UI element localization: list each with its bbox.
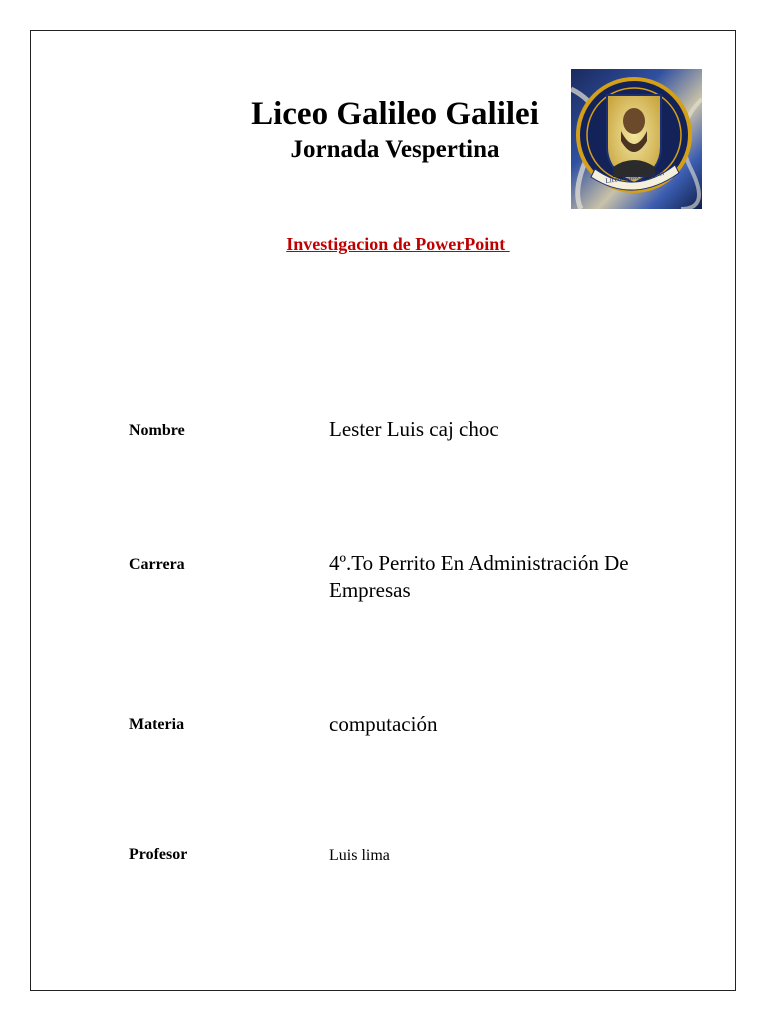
school-logo — [571, 69, 702, 209]
carrera-label: Carrera — [129, 556, 185, 573]
materia-value: computación — [329, 712, 438, 736]
logo-text: Liceo Galileo Galilei — [604, 168, 665, 186]
materia-label: Materia — [129, 716, 185, 733]
document-heading: Investigacion de PowerPoint — [286, 234, 510, 254]
profesor-label: Profesor — [129, 846, 188, 863]
shift-name: Jornada Vespertina — [290, 136, 500, 163]
profesor-value: Luis lima — [329, 847, 390, 864]
school-name: Liceo Galileo Galilei — [251, 96, 539, 132]
nombre-label: Nombre — [129, 422, 185, 439]
school-seal-icon — [571, 69, 702, 209]
carrera-value: 4º.To Perrito En Administración De Empresas — [329, 551, 629, 602]
nombre-value: Lester Luis caj choc — [329, 417, 499, 441]
